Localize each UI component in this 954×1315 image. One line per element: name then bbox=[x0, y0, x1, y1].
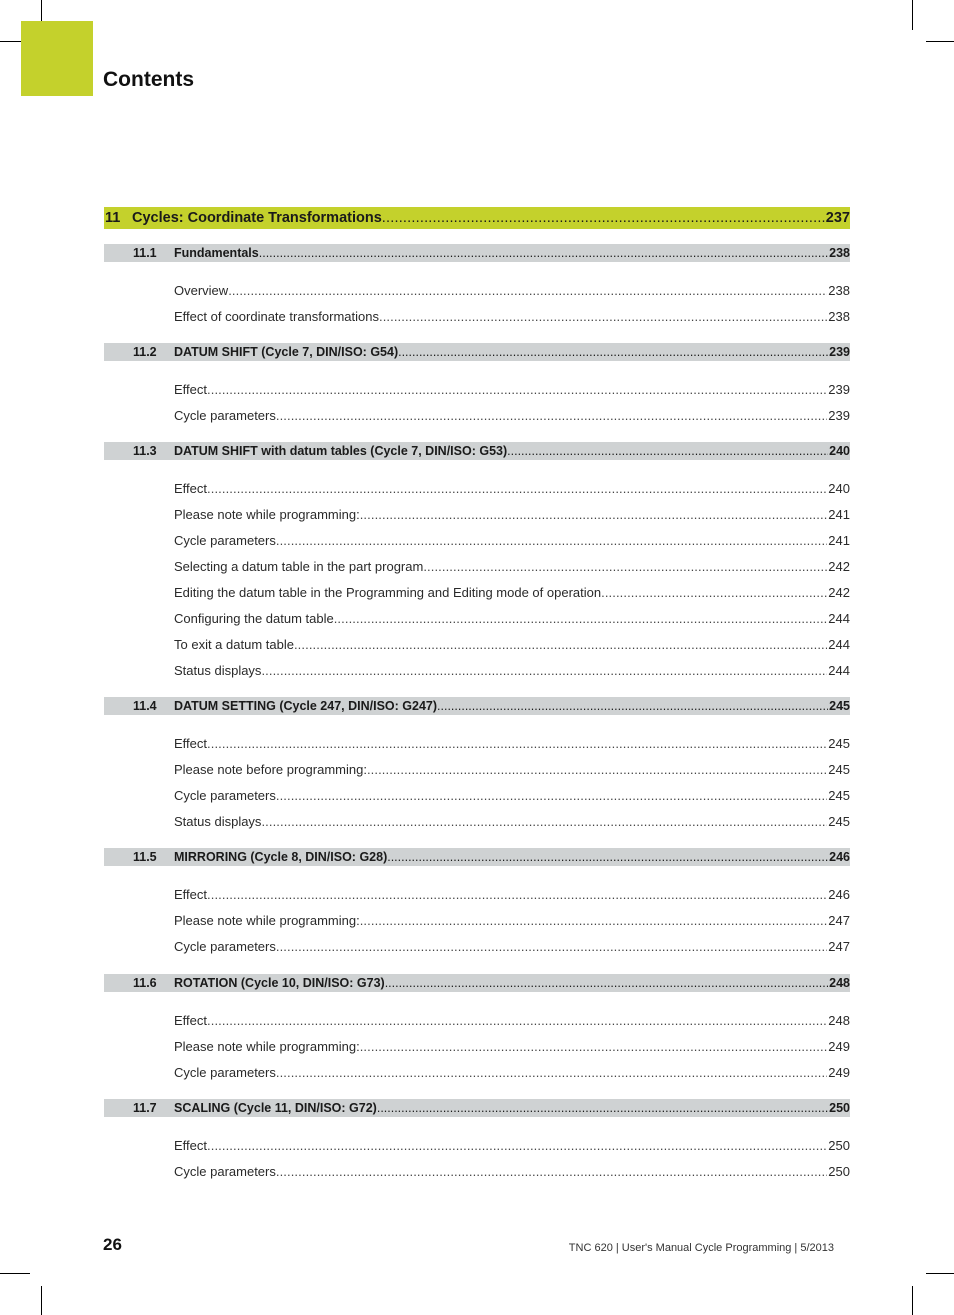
toc-entry-row[interactable] bbox=[104, 811, 850, 831]
toc-section-row[interactable] bbox=[104, 244, 850, 262]
dot-leader bbox=[385, 976, 828, 990]
entry-title: Please note while programming: bbox=[174, 1038, 360, 1054]
dot-leader bbox=[334, 611, 828, 626]
section-page: 240 bbox=[829, 444, 850, 458]
entry-title: Selecting a datum table in the part program bbox=[174, 558, 424, 574]
toc-section-row[interactable] bbox=[104, 697, 850, 715]
entry-page: 244 bbox=[828, 636, 850, 652]
entry-page: 247 bbox=[828, 938, 850, 954]
toc-entry-row[interactable] bbox=[104, 379, 850, 399]
page-number: 26 bbox=[103, 1235, 122, 1254]
section-title: MIRRORING (Cycle 8, DIN/ISO: G28) bbox=[174, 850, 388, 864]
dot-leader bbox=[228, 283, 827, 298]
entry-title: Effect bbox=[174, 1137, 208, 1153]
section-number: 11.7 bbox=[133, 1101, 157, 1115]
toc-entry-row[interactable] bbox=[104, 634, 850, 654]
entry-page: 240 bbox=[828, 480, 850, 496]
entry-page: 239 bbox=[828, 381, 850, 397]
dot-leader bbox=[276, 533, 827, 548]
entry-page: 239 bbox=[828, 407, 850, 423]
entry-page: 249 bbox=[828, 1064, 850, 1080]
entry-page: 244 bbox=[828, 662, 850, 678]
crop-mark bbox=[912, 1286, 913, 1315]
page-title: Contents bbox=[103, 68, 194, 91]
toc-entry-row[interactable] bbox=[104, 1010, 850, 1030]
toc-section-row[interactable] bbox=[104, 442, 850, 460]
dot-leader bbox=[387, 850, 828, 864]
entry-title: To exit a datum table bbox=[174, 636, 294, 652]
toc-entry-row[interactable] bbox=[104, 1036, 850, 1056]
toc-section-row[interactable] bbox=[104, 848, 850, 866]
section-number: 11.1 bbox=[133, 246, 157, 260]
toc-section-row[interactable] bbox=[104, 1099, 850, 1117]
toc-entry-row[interactable] bbox=[104, 306, 850, 326]
dot-leader bbox=[276, 1065, 827, 1080]
entry-page: 250 bbox=[828, 1163, 850, 1179]
chapter-page: 237 bbox=[825, 210, 850, 226]
section-title: ROTATION (Cycle 10, DIN/ISO: G73) bbox=[174, 976, 385, 990]
toc-entry-row[interactable] bbox=[104, 785, 850, 805]
entry-page: 244 bbox=[828, 610, 850, 626]
entry-page: 245 bbox=[828, 735, 850, 751]
section-number: 11.5 bbox=[133, 850, 157, 864]
entry-title: Please note before programming: bbox=[174, 761, 367, 777]
dot-leader bbox=[261, 663, 827, 678]
entry-title: Cycle parameters bbox=[174, 938, 276, 954]
section-number: 11.4 bbox=[133, 699, 157, 713]
toc-entry-row[interactable] bbox=[104, 1135, 850, 1155]
section-number: 11.3 bbox=[133, 444, 157, 458]
toc-entry-row[interactable] bbox=[104, 556, 850, 576]
dot-leader bbox=[382, 210, 825, 226]
dot-leader bbox=[377, 1101, 828, 1115]
dot-leader bbox=[207, 481, 827, 496]
entry-title: Please note while programming: bbox=[174, 506, 360, 522]
toc-entry-row[interactable] bbox=[104, 582, 850, 602]
crop-mark bbox=[926, 41, 954, 42]
toc-entry-row[interactable] bbox=[104, 478, 850, 498]
dot-leader bbox=[423, 559, 827, 574]
dot-leader bbox=[207, 736, 827, 751]
toc-entry-row[interactable] bbox=[104, 910, 850, 930]
dot-leader bbox=[379, 309, 827, 324]
dot-leader bbox=[398, 345, 828, 359]
entry-title: Effect bbox=[174, 886, 208, 902]
dot-leader bbox=[360, 507, 828, 522]
entry-title: Status displays bbox=[174, 662, 262, 678]
dot-leader bbox=[437, 699, 828, 713]
crop-mark bbox=[0, 1273, 30, 1274]
entry-title: Effect bbox=[174, 1012, 208, 1028]
toc-entry-row[interactable] bbox=[104, 405, 850, 425]
section-page: 250 bbox=[829, 1101, 850, 1115]
entry-title: Overview bbox=[174, 282, 229, 298]
entry-title: Effect bbox=[174, 735, 208, 751]
entry-title: Cycle parameters bbox=[174, 1064, 276, 1080]
entry-page: 247 bbox=[828, 912, 850, 928]
entry-page: 238 bbox=[828, 282, 850, 298]
toc-entry-row[interactable] bbox=[104, 759, 850, 779]
toc-entry-row[interactable] bbox=[104, 280, 850, 300]
crop-mark bbox=[41, 1286, 42, 1315]
dot-leader bbox=[360, 913, 828, 928]
dot-leader bbox=[276, 1164, 827, 1179]
section-title: DATUM SHIFT (Cycle 7, DIN/ISO: G54) bbox=[174, 345, 399, 359]
toc-entry-row[interactable] bbox=[104, 884, 850, 904]
crop-mark bbox=[0, 41, 22, 42]
dot-leader bbox=[507, 444, 828, 458]
entry-page: 245 bbox=[828, 761, 850, 777]
accent-block bbox=[21, 21, 93, 96]
toc-entry-row[interactable] bbox=[104, 733, 850, 753]
dot-leader bbox=[276, 788, 827, 803]
entry-title: Please note while programming: bbox=[174, 912, 360, 928]
dot-leader bbox=[360, 1039, 828, 1054]
dot-leader bbox=[276, 408, 827, 423]
crop-mark bbox=[41, 0, 42, 22]
entry-page: 245 bbox=[828, 813, 850, 829]
dot-leader bbox=[207, 1013, 827, 1028]
toc-section-row[interactable] bbox=[104, 974, 850, 992]
section-page: 238 bbox=[829, 246, 850, 260]
entry-title: Cycle parameters bbox=[174, 787, 276, 803]
entry-page: 242 bbox=[828, 558, 850, 574]
section-number: 11.6 bbox=[133, 976, 157, 990]
entry-title: Configuring the datum table bbox=[174, 610, 334, 626]
footer-doc-info: TNC 620 | User's Manual Cycle Programming | 5/2013 bbox=[568, 1242, 834, 1254]
toc-chapter-row[interactable] bbox=[104, 207, 850, 229]
dot-leader bbox=[294, 637, 827, 652]
section-title: SCALING (Cycle 11, DIN/ISO: G72) bbox=[174, 1101, 377, 1115]
entry-title: Cycle parameters bbox=[174, 532, 276, 548]
toc-entry-row[interactable] bbox=[104, 936, 850, 956]
entry-page: 250 bbox=[828, 1137, 850, 1153]
toc-entry-row[interactable] bbox=[104, 504, 850, 524]
section-number: 11.2 bbox=[133, 345, 157, 359]
entry-title: Editing the datum table in the Programming and Editing mode of operation bbox=[174, 584, 602, 600]
section-title: Fundamentals bbox=[174, 246, 259, 260]
entry-page: 245 bbox=[828, 787, 850, 803]
chapter-title: Cycles: Coordinate Transformations bbox=[132, 210, 382, 226]
section-page: 245 bbox=[829, 699, 850, 713]
entry-page: 246 bbox=[828, 886, 850, 902]
toc-entry-row[interactable] bbox=[104, 1161, 850, 1181]
toc-entry-row[interactable] bbox=[104, 1062, 850, 1082]
crop-mark bbox=[926, 1273, 954, 1274]
entry-page: 248 bbox=[828, 1012, 850, 1028]
entry-title: Cycle parameters bbox=[174, 1163, 276, 1179]
entry-title: Effect bbox=[174, 381, 208, 397]
chapter-number: 11 bbox=[105, 210, 121, 226]
entry-page: 249 bbox=[828, 1038, 850, 1054]
entry-page: 241 bbox=[828, 532, 850, 548]
toc-entry-row[interactable] bbox=[104, 530, 850, 550]
entry-title: Cycle parameters bbox=[174, 407, 276, 423]
entry-title: Effect bbox=[174, 480, 208, 496]
dot-leader bbox=[276, 939, 827, 954]
dot-leader bbox=[207, 1138, 827, 1153]
toc-entry-row[interactable] bbox=[104, 608, 850, 628]
entry-title: Status displays bbox=[174, 813, 262, 829]
dot-leader bbox=[207, 887, 827, 902]
dot-leader bbox=[207, 382, 827, 397]
toc-section-row[interactable] bbox=[104, 343, 850, 361]
entry-page: 238 bbox=[828, 308, 850, 324]
section-title: DATUM SHIFT with datum tables (Cycle 7, DIN/ISO: G53) bbox=[174, 444, 508, 458]
toc-entry-row[interactable] bbox=[104, 660, 850, 680]
dot-leader bbox=[601, 585, 827, 600]
entry-page: 241 bbox=[828, 506, 850, 522]
section-title: DATUM SETTING (Cycle 247, DIN/ISO: G247) bbox=[174, 699, 438, 713]
section-page: 239 bbox=[829, 345, 850, 359]
entry-page: 242 bbox=[828, 584, 850, 600]
crop-mark bbox=[912, 0, 913, 30]
entry-title: Effect of coordinate transformations bbox=[174, 308, 379, 324]
dot-leader bbox=[261, 814, 827, 829]
section-page: 248 bbox=[829, 976, 850, 990]
section-page: 246 bbox=[829, 850, 850, 864]
dot-leader bbox=[259, 246, 828, 260]
dot-leader bbox=[367, 762, 827, 777]
